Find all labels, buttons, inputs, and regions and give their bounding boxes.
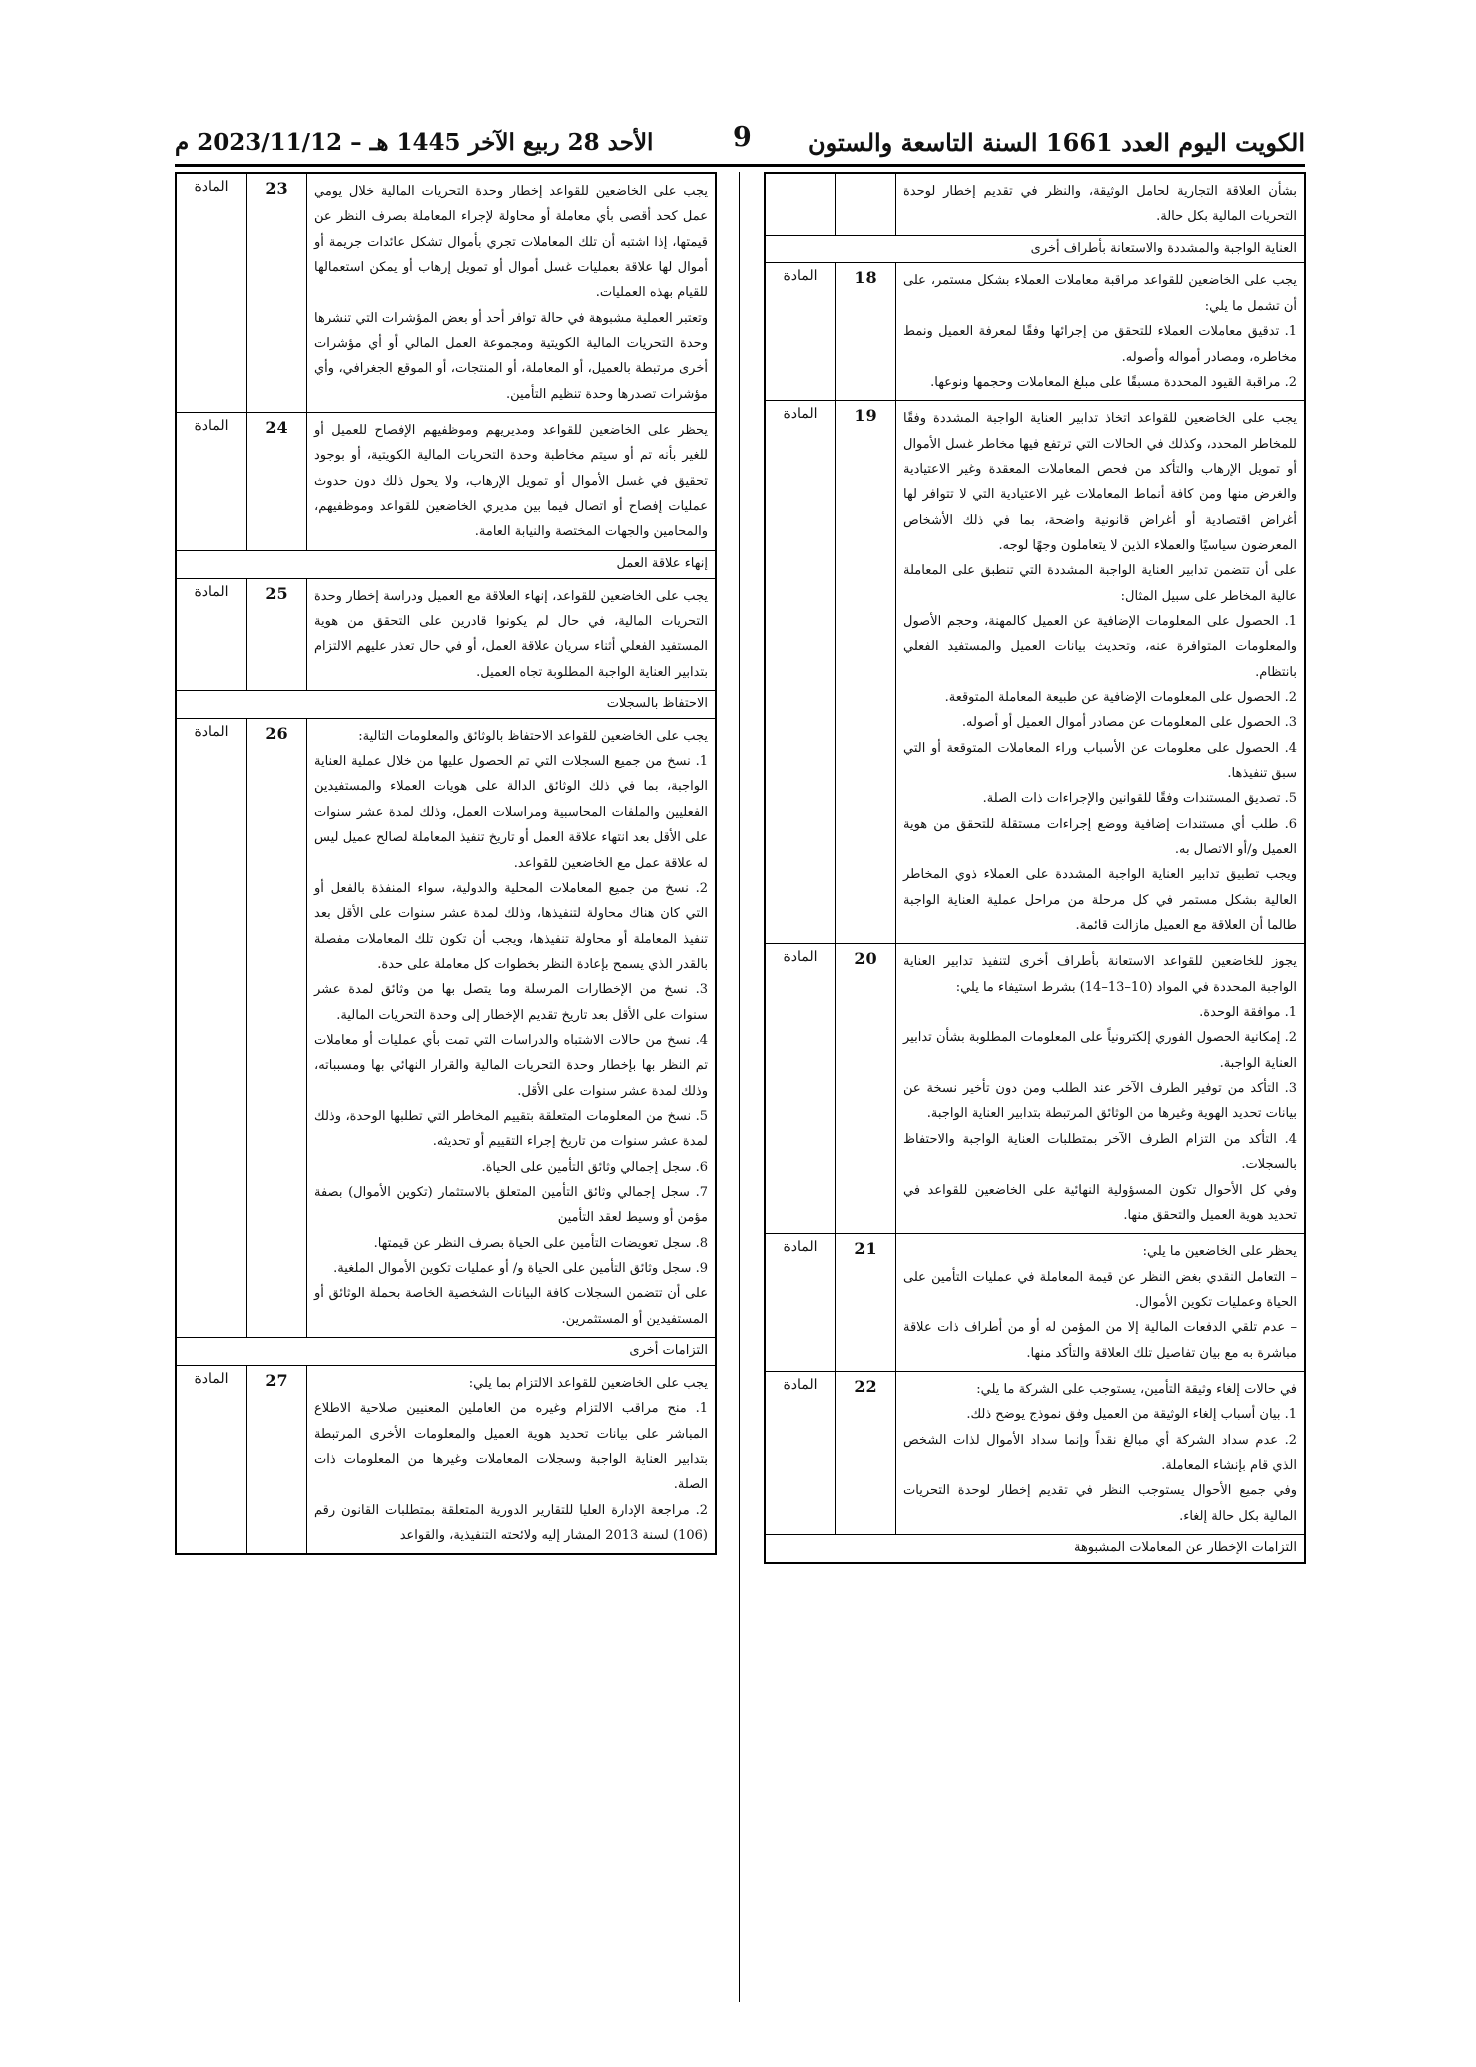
- article-number: 19: [836, 401, 896, 944]
- page-header: [175, 122, 1305, 162]
- article-paragraph: 4. نسخ من حالات الاشتباه والدراسات التي تمت بأي عمليات أو معاملات تم النظر بها بإخطار وحدة التحريات المالية والقرار النهائي بها ومسبباته، وذلك لمدة عشر سنوات على الأقل.: [314, 1032, 708, 1099]
- article-paragraph: يحظر على الخاضعين ما يلي:: [1142, 1244, 1297, 1260]
- article-body: [307, 578, 716, 690]
- article-label: المادة: [766, 1234, 836, 1372]
- column-divider: [739, 172, 740, 2002]
- article-label: المادة: [177, 578, 247, 690]
- article-row: [766, 1234, 1305, 1372]
- article-paragraph: يجب على الخاضعين للقواعد اتخاذ تدابير العناية الواجبة المشددة وفقًا للمخاطر المحدد، وكذلك في الحالات التي ترتفع فيها مخاطر غسل الأموال أو تمويل الإرهاب والتأكد من فحص المعاملات المعقدة وغير الاعتيادية والغرض منها ومن كافة أنماط المعاملات غير الاعتيادية التي لا تتوافر لها أغراض اقتصادية أو أغراض قانونية واضحة، بما في ذلك الأشخاص المعرضون سياسيًا والعملاء الذين لا يتعاملون وجهًا لوجه.: [903, 411, 1297, 553]
- article-paragraph: ويجب تطبيق تدابير العناية الواجبة المشددة على العملاء ذوي المخاطر العالية بشكل مستمر في كل مرحلة من مراحل عملية العناية الواجبة طالما أن العلاقة مع العميل مازالت قائمة.: [903, 867, 1297, 934]
- article-paragraph: 6. سجل إجمالي وثائق التأمين على الحياة.: [481, 1159, 708, 1175]
- article-paragraph: 9. سجل وثائق التأمين على الحياة و/ أو عمليات تكوين الأموال الملغية.: [333, 1261, 708, 1276]
- articles-table-right: [765, 173, 1305, 1563]
- article-label: المادة: [766, 944, 836, 1234]
- article-row: [177, 718, 716, 1337]
- article-number: [836, 174, 896, 236]
- article-label: المادة: [177, 413, 247, 551]
- article-number: 26: [247, 718, 307, 1337]
- article-paragraph: 4. التأكد من التزام الطرف الآخر بمتطلبات العناية الواجبة والاحتفاظ بالسجلات.: [903, 1131, 1297, 1173]
- article-body: [896, 174, 1305, 236]
- article-body: [896, 263, 1305, 401]
- article-paragraph: يجب على الخاضعين للقواعد الاحتفاظ بالوثائق والمعلومات التالية:: [358, 728, 708, 744]
- article-label: المادة: [177, 1365, 247, 1553]
- article-number: 20: [836, 944, 896, 1234]
- article-paragraph: 7. سجل إجمالي وثائق التأمين المتعلق بالاستثمار (تكوين الأموال) بصفة مؤمن أو وسيط لعقد التأمين: [314, 1184, 708, 1226]
- article-row: [177, 578, 716, 690]
- article-body: [896, 944, 1305, 1234]
- article-body: [307, 413, 716, 551]
- article-paragraph: 2. الحصول على المعلومات الإضافية عن طبيعة المعاملة المتوقعة.: [944, 689, 1297, 705]
- article-number: 21: [836, 1234, 896, 1372]
- right-column: [764, 172, 1306, 1564]
- article-row: [177, 413, 716, 551]
- article-paragraph: يجب على الخاضعين للقواعد، إنهاء العلاقة مع العميل ودراسة إخطار وحدة التحريات المالية، في حال لم يكونوا قادرين على التحقق من هوية المستفيد الفعلي أثناء سريان علاقة العمل، أو في حال تعذر عليهم الالتزام بتدابير العناية الواجبة المطلوبة تجاه العميل.: [314, 588, 708, 680]
- article-label: المادة: [177, 174, 247, 413]
- article-paragraph: 5. نسخ من المعلومات المتعلقة بتقييم المخاطر التي تطلبها الوحدة، وذلك لمدة عشر سنوات من تاريخ إجراء التقييم أو تحديثه.: [314, 1108, 708, 1150]
- left-column: [175, 172, 717, 1555]
- article-paragraph: 1. نسخ من جميع السجلات التي تم الحصول عليها من خلال عملية العناية الواجبة، بما في ذلك الوثائق الدالة على هويات العملاء والمستفيدين الفعليين والملفات المحاسبية ومراسلات العمل، وذلك لمدة عشر سنوات على الأقل بعد انتهاء علاقة العمل أو تاريخ تنفيذ المعاملة لصالح عميل ليس له علاقة عمل مع الخاضعين للقواعد.: [314, 754, 708, 871]
- article-row: [177, 1365, 716, 1553]
- article-paragraph: على أن تتضمن السجلات كافة البيانات الشخصية الخاصة بحملة الوثائق أو المستفيدين أو المستثمرين.: [314, 1286, 708, 1327]
- article-number: 18: [836, 263, 896, 401]
- article-paragraph: 2. إمكانية الحصول الفوري إلكترونياً على المعلومات المطلوبة بشأن تدابير العناية الواجبة.: [903, 1030, 1297, 1071]
- article-row: [766, 401, 1305, 944]
- article-paragraph: 1. الحصول على المعلومات الإضافية عن العميل كالمهنة، وحجم الأصول والمعلومات المتوافرة عنه، وتحديث بيانات العميل والمستفيد الفعلي بانتظام.: [903, 613, 1297, 680]
- article-paragraph: – التعامل النقدي بغض النظر عن قيمة المعاملة في عمليات التأمين على الحياة وعمليات تكوين الأموال.: [903, 1269, 1297, 1310]
- article-paragraph: 2. مراقبة القيود المحددة مسبقًا على مبلغ المعاملات وحجمها ونوعها.: [930, 374, 1297, 390]
- article-paragraph: 2. نسخ من جميع المعاملات المحلية والدولية، سواء المنفذة بالفعل أو التي كان هناك محاولة لتنفيذها، وذلك لمدة عشر سنوات على الأقل بعد تنفيذ المعاملة أو محاولة تنفيذها، ويجب أن تكون تلك المعاملات مفصلة بالقدر الذي يسمح بإعادة النظر بخطوات كل معاملة على حدة.: [314, 880, 708, 972]
- article-paragraph: 5. تصديق المستندات وفقًا للقوانين والإجراءات ذات الصلة.: [982, 791, 1297, 807]
- article-paragraph: على أن تتضمن تدابير العناية الواجبة المشددة التي تنطبق على المعاملة عالية المخاطر على سبيل المثال:: [903, 563, 1297, 604]
- section-heading-row: [177, 550, 716, 578]
- article-paragraph: 3. التأكد من توفير الطرف الآخر عند الطلب ومن دون تأخير نسخة عن بيانات تحديد الهوية وغيرها من الوثائق المرتبطة بتدابير العناية الواجبة.: [903, 1081, 1297, 1122]
- article-paragraph: – عدم تلقي الدفعات المالية إلا من المؤمن له أو من أطراف ذات علاقة مباشرة به مع بيان تفاصيل تلك العلاقة والتأكد منها.: [903, 1320, 1297, 1361]
- article-number: 22: [836, 1371, 896, 1534]
- article-body: [896, 1371, 1305, 1534]
- section-heading-row: [177, 690, 716, 718]
- article-paragraph: يحظر على الخاضعين للقواعد ومديريهم وموظفيهم الإفصاح للعميل أو للغير بأنه تم أو سيتم مخاطبة وحدة التحريات المالية الكويتية، أو بوجود تحقيق في غسل الأموال أو تمويل الإرهاب، ولا يحول ذلك دون حدوث عمليات إفصاح أو اتصال فيما بين مديري الخاضعين للقواعد وموظفيهم، والمحامين والجهات المختصة والنيابة العامة.: [314, 423, 708, 540]
- article-paragraph: 3. الحصول على المعلومات عن مصادر أموال العميل أو أصوله.: [961, 715, 1297, 731]
- article-paragraph: يجب على الخاضعين للقواعد الالتزام بما يلي:: [468, 1375, 708, 1391]
- header-newspaper-info: الكويت اليوم العدد 1661 السنة التاسعة والستون: [808, 127, 1305, 157]
- article-number: 23: [247, 174, 307, 413]
- article-number: 24: [247, 413, 307, 551]
- section-heading: إنهاء علاقة العمل: [177, 550, 716, 578]
- section-heading-row: [766, 1534, 1305, 1562]
- articles-table-left: [176, 173, 716, 1554]
- section-heading: العناية الواجبة والمشددة والاستعانة بأطراف أخرى: [766, 235, 1305, 263]
- article-body: [307, 1365, 716, 1553]
- article-paragraph: يجب على الخاضعين للقواعد مراقبة معاملات العملاء بشكل مستمر، على أن تشمل ما يلي:: [903, 273, 1297, 314]
- article-row: [766, 1371, 1305, 1534]
- article-paragraph: 6. طلب أي مستندات إضافية ووضع إجراءات مستقلة للتحقق من هوية العميل و/أو الاتصال به.: [903, 816, 1297, 858]
- article-body: [307, 718, 716, 1337]
- article-row: [766, 263, 1305, 401]
- article-paragraph: وتعتبر العملية مشبوهة في حالة توافر أحد أو بعض المؤشرات التي تنشرها وحدة التحريات المالية الكويتية ومجموعة العمل المالي أو أي مؤشرات أخرى مرتبطة بالعميل، أو المعاملة، أو المنتجات، أو الموقع الجغرافي، وأي مؤشرات تصدرها وحدة تنظيم التأمين.: [314, 310, 708, 402]
- header-page-number: 9: [733, 122, 752, 153]
- article-paragraph: 2. عدم سداد الشركة أي مبالغ نقداً وإنما سداد الأموال لذات الشخص الذي قام بإنشاء المعاملة.: [903, 1432, 1297, 1473]
- article-body: [896, 1234, 1305, 1372]
- article-paragraph: 8. سجل تعويضات التأمين على الحياة بصرف النظر عن قيمتها.: [373, 1235, 708, 1251]
- article-label: المادة: [766, 263, 836, 401]
- article-body: [896, 401, 1305, 944]
- article-paragraph: وفي كل الأحوال تكون المسؤولية النهائية على الخاضعين للقواعد في تحديد هوية العميل والتحقق منها.: [903, 1182, 1297, 1223]
- header-date: الأحد 28 ربيع الآخر 1445 هـ – 2023/11/12 م: [175, 128, 654, 156]
- article-paragraph: في حالات إلغاء وثيقة التأمين، يستوجب على الشركة ما يلي:: [976, 1381, 1297, 1397]
- article-paragraph: 2. مراجعة الإدارة العليا للتقارير الدورية المتعلقة بمتطلبات القانون رقم (106) لسنة 2013 المشار إليه ولائحته التنفيذية، والقواعد: [314, 1502, 708, 1543]
- article-number: 27: [247, 1365, 307, 1553]
- article-number: 25: [247, 578, 307, 690]
- article-paragraph: يجوز للخاضعين للقواعد الاستعانة بأطراف أخرى لتنفيذ تدابير العناية الواجبة المحددة في المواد (10–13–14) بشرط استيفاء ما يلي:: [903, 954, 1297, 995]
- article-label: المادة: [177, 718, 247, 1337]
- article-paragraph: 1. موافقة الوحدة.: [1199, 1005, 1297, 1021]
- article-paragraph: 4. الحصول على معلومات عن الأسباب وراء المعاملات المتوقعة أو التي سبق تنفيذها.: [903, 740, 1297, 782]
- section-heading-row: [177, 1338, 716, 1366]
- article-row: [177, 174, 716, 413]
- article-row: [766, 174, 1305, 236]
- article-paragraph: يجب على الخاضعين للقواعد إخطار وحدة التحريات المالية خلال يومي عمل كحد أقصى بأي معاملة أو محاولة لإجراء المعاملة بصرف النظر عن قيمتها، إذا اشتبه أن تلك المعاملات تجري بأموال تشكل عائدات جريمة أو أموال لها علاقة بعمليات غسل أموال أو تمويل إرهاب أو يمكن استعمالها للقيام بهذه العمليات.: [314, 184, 708, 301]
- section-heading-row: [766, 235, 1305, 263]
- article-paragraph: 1. منح مراقب الالتزام وغيره من العاملين المعنيين صلاحية الاطلاع المباشر على بيانات تحديد هوية العميل والمعلومات الأخرى المرتبطة بتدابير العناية الواجبة وسجلات المعاملات وغيرها من المعلومات ذات الصلة.: [314, 1401, 708, 1493]
- section-heading: التزامات أخرى: [177, 1338, 716, 1366]
- article-label: المادة: [766, 1371, 836, 1534]
- section-heading: التزامات الإخطار عن المعاملات المشبوهة: [766, 1534, 1305, 1562]
- article-body: [307, 174, 716, 413]
- header-rule: [175, 164, 1305, 167]
- article-paragraph: وفي جميع الأحوال يستوجب النظر في تقديم إخطار لوحدة التحريات المالية بكل حالة إلغاء.: [903, 1483, 1297, 1524]
- article-label: المادة: [766, 401, 836, 944]
- section-heading: الاحتفاظ بالسجلات: [177, 690, 716, 718]
- article-row: [766, 944, 1305, 1234]
- article-label: [766, 174, 836, 236]
- article-paragraph: 1. بيان أسباب إلغاء الوثيقة من العميل وفق نموذج يوضح ذلك.: [966, 1407, 1297, 1423]
- article-paragraph: بشأن العلاقة التجارية لحامل الوثيقة، والنظر في تقديم إخطار لوحدة التحريات المالية بكل حالة.: [903, 184, 1297, 225]
- article-paragraph: 1. تدقيق معاملات العملاء للتحقق من إجرائها وفقًا لمعرفة العميل ونمط مخاطره، ومصادر أمواله وأصوله.: [903, 324, 1297, 365]
- article-paragraph: 3. نسخ من الإخطارات المرسلة وما يتصل بها من وثائق لمدة عشر سنوات على الأقل بعد تاريخ تقديم الإخطار إلى وحدة التحريات المالية.: [314, 982, 708, 1023]
